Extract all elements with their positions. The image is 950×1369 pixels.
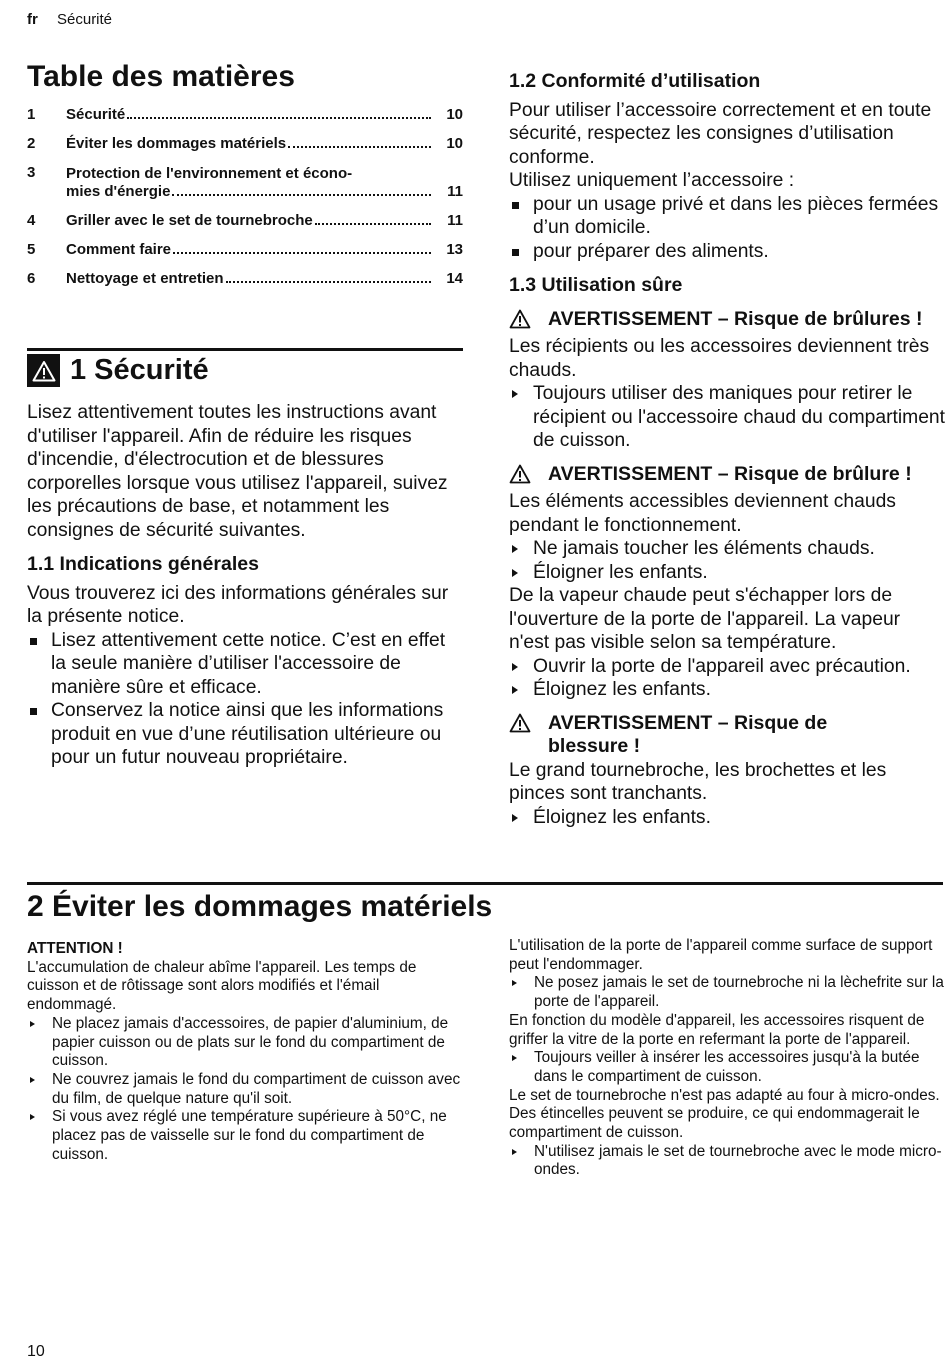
toc-entry-number: 4 <box>27 212 36 229</box>
warning-heading <box>509 308 945 336</box>
list-item: Toujours veiller à insérer les accessoires jusqu'à la butée dans le compartiment de cuisson. <box>509 1049 945 1086</box>
section-2-text: Le set de tournebroche n'est pas adapté au four à micro-ondes. Des étincelles peuvent se produire, ce qui endommagerait le compartiment de cuisson. <box>509 1086 940 1142</box>
action-list <box>509 382 945 453</box>
section-2-text: L'accumulation de chaleur abîme l'appareil. Les temps de cuisson et de rôtissage sont alors modifiés et l'émail endommagé. <box>27 958 417 1014</box>
toc-entry-page: 13 <box>446 241 463 258</box>
list-item: Ne couvrez jamais le fond du compartiment de cuisson avec du film, de quelque nature qu'il soit. <box>27 1071 463 1108</box>
toc-entry-number: 5 <box>27 241 36 258</box>
toc-entry-page: 10 <box>446 106 463 123</box>
table-of-contents <box>27 106 463 299</box>
warning-triangle-icon <box>509 464 531 491</box>
toc-entry-page: 11 <box>447 183 463 200</box>
toc-entry-label: Éviter les dommages matériels <box>66 135 287 152</box>
section-2-text: L'utilisation de la porte de l'appareil comme surface de support peut l'endommager. <box>509 937 933 973</box>
action-list <box>509 806 945 830</box>
action-list <box>509 655 945 702</box>
list-item: pour un usage privé et dans les pièces fermées d’un domicile. <box>509 193 945 240</box>
warning-title: AVERTISSEMENT – Risque de brûlures ! <box>548 307 923 330</box>
list-item: Éloignez les enfants. <box>509 806 945 830</box>
toc-entry[interactable] <box>27 106 463 123</box>
warning-text: Le grand tournebroche, les brochettes et les pinces sont tranchants. <box>509 759 887 804</box>
list-item: Éloigner les enfants. <box>509 561 945 585</box>
section-1-left-column <box>27 401 463 770</box>
list-item: Si vous avez réglé une température supérieure à 50°C, ne placez pas de vaisselle sur le fond du compartiment de cuisson. <box>27 1108 463 1164</box>
warning-title: AVERTISSEMENT – Risque de blessure ! <box>548 711 828 757</box>
toc-entry-page: 11 <box>447 212 463 229</box>
page-number: 10 <box>27 1343 45 1360</box>
toc-entry-page: 14 <box>446 270 463 287</box>
toc-entry-label-line1: Protection de l'environnement et écono- <box>66 165 353 182</box>
attention-label: ATTENTION ! <box>27 940 123 957</box>
warning-triangle-icon <box>509 309 531 336</box>
list-item: Ne jamais toucher les éléments chauds. <box>509 537 945 561</box>
toc-entry[interactable] <box>27 212 463 229</box>
toc-entry-number: 1 <box>27 106 36 123</box>
subsection-1-2-text2: Utilisez uniquement l’accessoire : <box>509 170 795 191</box>
leader-dots <box>226 281 431 283</box>
leader-dots <box>173 252 431 254</box>
section-1-right-column <box>509 70 945 829</box>
toc-entry-label: Comment faire <box>66 241 172 258</box>
warning-heading <box>509 712 945 759</box>
toc-entry-number: 6 <box>27 270 36 287</box>
list-item: Toujours utiliser des maniques pour retirer le récipient ou l'accessoire chaud du compartiment de cuisson. <box>509 382 945 453</box>
toc-title: Table des matières <box>27 60 295 93</box>
language-code: fr <box>27 11 38 28</box>
list-item: Conservez la notice ainsi que les informations produit en vue d’une réutilisation ultérieure ou pour un futur nouveau propriétaire. <box>27 699 463 770</box>
action-list <box>509 974 945 1011</box>
leader-dots <box>172 194 431 196</box>
list-item: Ouvrir la porte de l'appareil avec précaution. <box>509 655 945 679</box>
section-rule <box>27 348 463 351</box>
section-1-title: 1 Sécurité <box>70 354 209 386</box>
section-rule <box>27 882 943 885</box>
leader-dots <box>315 223 431 225</box>
warning-title: AVERTISSEMENT – Risque de brûlure ! <box>548 462 912 485</box>
action-list <box>509 1143 945 1180</box>
toc-entry[interactable] <box>27 270 463 287</box>
toc-entry-label: mies d'énergie <box>66 183 171 200</box>
section-2-right-column <box>509 937 945 1180</box>
subsection-1-2-text: Pour utiliser l’accessoire correctement et en toute sécurité, respectez les consignes d’utilisation conforme. <box>509 99 932 168</box>
subsection-1-2-title: 1.2 Conformité d’utilisation <box>509 70 761 92</box>
toc-entry-label: Nettoyage et entretien <box>66 270 224 287</box>
toc-entry[interactable] <box>27 164 463 200</box>
action-list <box>509 1049 945 1086</box>
subsection-1-1-title: 1.1 Indications générales <box>27 553 259 575</box>
list-item: Ne posez jamais le set de tournebroche ni la lèchefrite sur la porte de l'appareil. <box>509 974 945 1011</box>
warning-heading <box>509 463 945 491</box>
list-item: Lisez attentivement cette notice. C’est en effet la seule manière d’utiliser l'accessoire de manière sûre et efficace. <box>27 629 463 700</box>
leader-dots <box>127 117 431 119</box>
warning-text: De la vapeur chaude peut s'échapper lors de l'ouverture de la porte de l'appareil. La vapeur n'est pas visible selon sa température. <box>509 585 901 653</box>
list-item: N'utilisez jamais le set de tournebroche avec le mode micro-ondes. <box>509 1143 945 1180</box>
section-1-heading <box>27 354 209 387</box>
toc-entry-page: 10 <box>446 135 463 152</box>
action-list <box>27 1015 463 1165</box>
section-1-intro: Lisez attentivement toutes les instructions avant d'utiliser l'appareil. Afin de réduire les risques d'incendie, d'électrocution et de blessures corporelles lorsque vous utilisez l'appareil, suivez les précautions de base, et notamment les consignes de sécurité suivantes. <box>27 402 448 541</box>
subsection-1-1-text: Vous trouverez ici des informations générales sur la présente notice. <box>27 582 449 627</box>
running-header: Sécurité <box>57 11 113 28</box>
toc-entry[interactable] <box>27 135 463 152</box>
warning-text: Les récipients ou les accessoires deviennent très chauds. <box>509 336 930 381</box>
toc-entry-label: Sécurité <box>66 106 126 123</box>
warning-triangle-icon <box>27 354 60 387</box>
toc-entry-number: 3 <box>27 164 36 181</box>
list-item: Éloignez les enfants. <box>509 678 945 702</box>
bullet-list <box>509 193 945 264</box>
toc-entry-number: 2 <box>27 135 36 152</box>
section-2-left-column <box>27 940 463 1164</box>
toc-entry[interactable] <box>27 241 463 258</box>
warning-text: Les éléments accessibles deviennent chauds pendant le fonctionnement. <box>509 491 896 536</box>
list-item: Ne placez jamais d'accessoires, de papier d'aluminium, de papier cuisson ou de plats sur le fond du compartiment de cuisson. <box>27 1015 463 1071</box>
section-2-title: 2 Éviter les dommages matériels <box>27 890 493 923</box>
leader-dots <box>288 146 431 148</box>
list-item: pour préparer des aliments. <box>509 240 945 264</box>
subsection-1-3-title: 1.3 Utilisation sûre <box>509 274 683 296</box>
section-2-text: En fonction du modèle d'appareil, les accessoires risquent de griffer la vitre de la porte en refermant la porte de l'appareil. <box>509 1011 925 1048</box>
warning-triangle-icon <box>509 713 531 740</box>
toc-entry-label: Griller avec le set de tournebroche <box>66 212 313 229</box>
bullet-list <box>27 629 463 770</box>
action-list <box>509 537 945 584</box>
